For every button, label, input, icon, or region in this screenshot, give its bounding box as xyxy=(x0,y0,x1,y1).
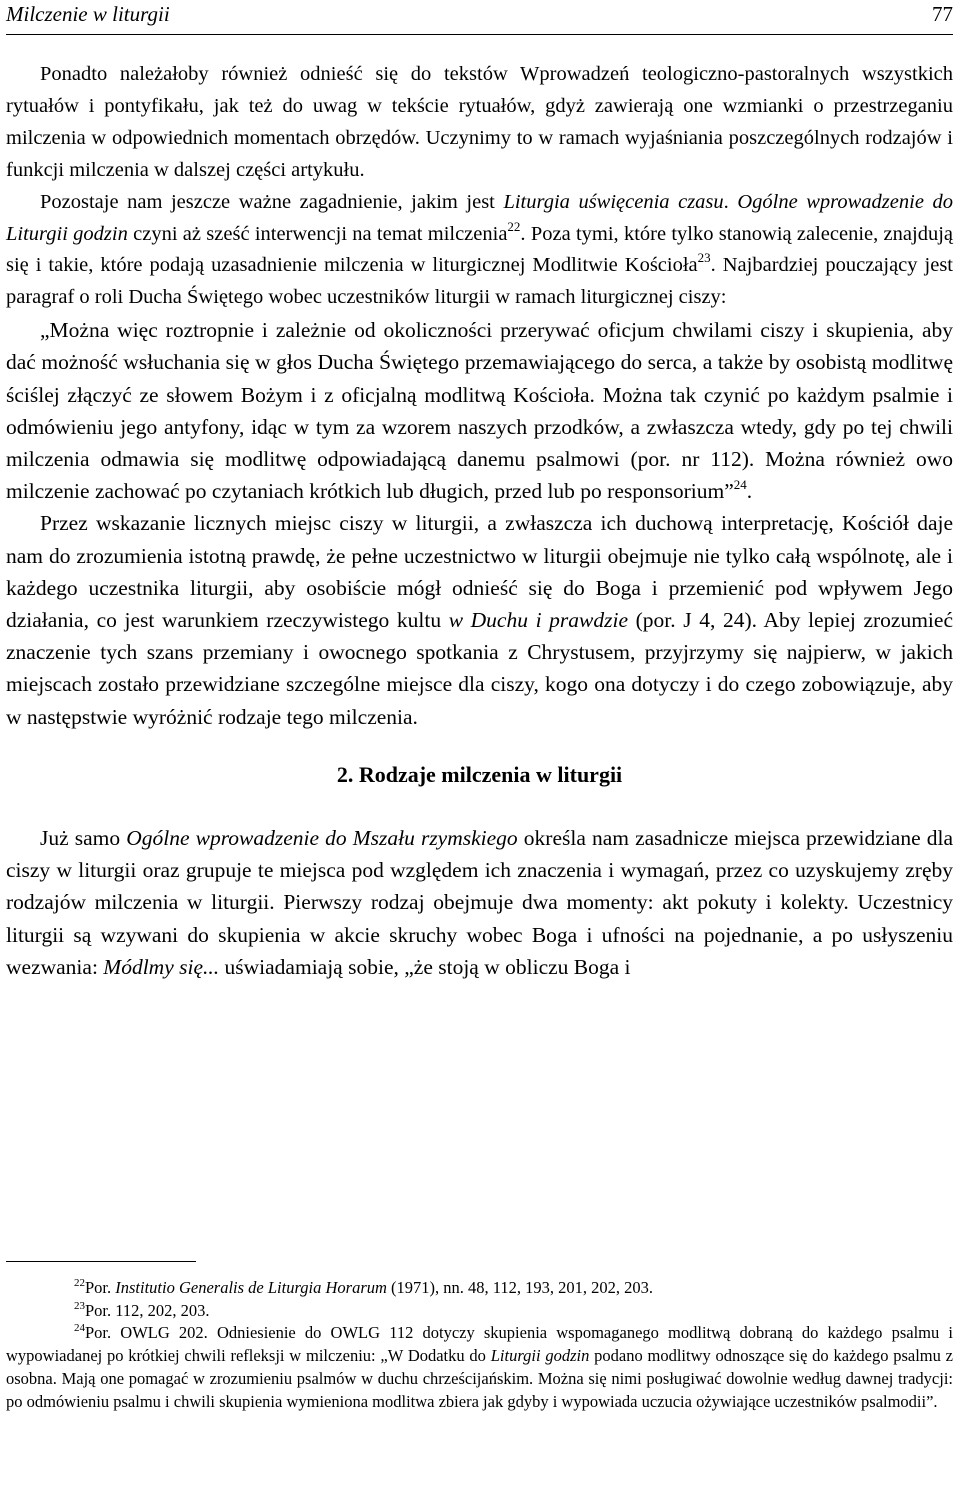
paragraph-4 xyxy=(6,507,953,732)
footnote-24-italic: Liturgii godzin xyxy=(490,1346,590,1366)
paragraph-4-italic-1: w Duchu i prawdzie xyxy=(448,608,629,633)
paragraph-5-text-3: uświadamiają sobie, „że stoją w obliczu Boga i xyxy=(219,954,631,979)
running-title: Milczenie w liturgii xyxy=(6,2,170,26)
quotation-end: . xyxy=(746,479,753,504)
footnote-24-text-1: Por. OWLG 202. Odniesienie do OWLG 112 dotyczy skupienia wspomaganego modlitwą dobraną do każdego psalmu i wypowiadanej po krótkiej chwili refleksji w milczeniu: „W Dodatku do xyxy=(6,1323,953,1366)
paragraph-2-text-4: . Poza tymi, które tylko stanowią zalecenie, znajdują się i takie, które podają uzasadnienie milczenia w liturgicznej Modlitwie Kościoła xyxy=(6,222,953,277)
paragraph-5-text-2: określa nam zasadnicze miejsca przewidziane dla ciszy w liturgii oraz grupuje te miejsca pod względem ich znaczenia i wymagań, przez co uzyskujemy zręby rodzajów milczenia w liturgii. Pierwszy rodzaj obejmuje dwa momenty: akt pokuty i kolekty. Uczestnicy liturgii są wzywani do skupienia w akcie skruchy wobec Boga i ufności na pojednanie, a po usłyszeniu wezwania: xyxy=(6,825,953,979)
paragraph-4-text-2: (por. J 4, 24). Aby lepiej zrozumieć znaczenie tych szans przemiany i owocnego spotkania z Chrystusem, przyjrzymy się najpierw, w jakich miejscach zostało przewidziane szczególne miejsce dla ciszy, kogo ona dotyczy i do czego zobowiązuje, aby w następstwie wyróżnić rodzaje tego milczenia. xyxy=(6,608,953,729)
paragraph-4-text-1: Przez wskazanie licznych miejsc ciszy w liturgii, a zwłaszcza ich duchową interpretację, Kościół daje nam do zrozumienia istotną prawdę, że pełne uczestnictwo w liturgii obejmuje nie tylko całą wspólnotę, ale i każdego uczestnika liturgii, aby osobiście mógł odnieść się do Boga i przemienić pod wpływem Jego działania, co jest warunkiem rzeczywistego kultu xyxy=(6,511,953,633)
main-text xyxy=(6,59,953,983)
footnote-22-italic: Institutio Generalis de Liturgia Horarum xyxy=(115,1278,387,1297)
paragraph-2-text-1: Pozostaje nam jeszcze ważne zagadnienie, jakim jest xyxy=(40,190,504,213)
page-number: 77 xyxy=(932,2,953,26)
footnote-ref-24: 24 xyxy=(733,477,747,493)
quotation-text: „Można więc roztropnie i zależnie od okoliczności przerywać oficjum chwilami ciszy i skupienia, aby dać możność wsłuchania się w głos Ducha Świętego przemawiającego do serca, a także by osobistą modlitwę ściślej złączyć ze słowem Bożym i z oficjalną modlitwą Kościoła. Można tak czynić po każdym psalmie i odmówieniu jego antyfony, idąc w tym za wzorem naszych przodków, a zwłaszcza wtedy, gdy po tej chwili milczenia odmawia się modlitwę odpowiadającą danemu psalmowi (por. nr 112). Można również owo milczenie zachować po czytaniach krótkich lub długich, przed lub po responsorium” xyxy=(6,318,953,504)
section-heading: 2. Rodzaje milczenia w liturgii xyxy=(336,761,623,787)
footnote-22: $^{22}$Por. Institutio Generalis de Liturgia Horarum (1971), nn. 48, 112, 193, 201, 202, 203. xyxy=(74,1277,654,1297)
footnotes xyxy=(6,1277,953,1413)
footnote-ref-22: 22 xyxy=(507,218,521,234)
footnote-23: $^{23}$Por. 112, 202, 203. xyxy=(74,1299,210,1320)
paragraph-2-text-3: czyni aż sześć interwencji na temat milczenia xyxy=(127,222,508,245)
footnote-23-text: Por. 112, 202, 203. xyxy=(85,1300,210,1320)
footnote-24: $^{24}$Por. OWLG 202. Odniesienie do OWLG 112 dotyczy skupienia wspomaganego modlitwą dobraną do każdego psalmu i wypowiadanej po krótkiej chwili refleksji w milczeniu: „W Dodatku do Liturgii godzin podano modlitwy odnoszące się do każdego psalmu z osobna. Mają one pomagać w zrozumieniu psalmów w duchu chrześcijańskim. Można się nimi posługiwać dowolnie według dawnej tradycji: po odmówieniu psalmu i chwili skupienia wymieniona modlitwa zbiera jak gdyby i wypowiada uczucia ożywiające uczestników psalmodii”. xyxy=(6,1322,954,1411)
paragraph-5-italic-2: Módlmy się... xyxy=(103,954,220,979)
paragraph-1 xyxy=(6,59,953,187)
paragraph-5-italic-1: Ogólne wprowadzenie do Mszału rzymskiego xyxy=(126,825,518,850)
paragraph-1-text: Ponadto należałoby również odnieść się do tekstów Wprowadzeń teologiczno-pastoralnych wszystkich rytuałów i pontyfikału, jak też do uwag w tekście rytuałów, gdyż zawierają one wzmianki o przestrzeganiu milczenia w odpowiednich momentach obrzędów. Uczynimy to w ramach wyjaśniania poszczególnych rodzajów i funkcji milczenia w dalszej części artykułu. xyxy=(6,63,953,181)
paragraph-5-text-1: Już samo xyxy=(40,825,127,850)
quotation-paragraph xyxy=(6,314,953,507)
footnote-24-text-2: podano modlitwy odnoszące się do każdego psalmu z osobna. Mają one pomagać w zrozumieniu psalmów w duchu chrześcijańskim. Można się nimi posługiwać dowolnie według dawnej tradycji: po odmówieniu psalmu i chwili skupienia wymieniona modlitwa zbiera jak gdyby i wypowiada uczucia ożywiające uczestników psalmodii”. xyxy=(6,1346,954,1411)
footnote-separator xyxy=(6,1261,196,1262)
paragraph-2-text-2: . xyxy=(723,190,738,213)
page-header xyxy=(6,0,953,35)
paragraph-2-italic-1: Liturgia uświęcenia czasu xyxy=(503,190,724,213)
footnote-22-text-1: Por. xyxy=(85,1278,116,1297)
paragraph-2-text-5: . Najbardziej pouczający jest paragraf o roli Ducha Świętego wobec uczestników liturgii w ramach liturgicznej ciszy: xyxy=(6,254,953,309)
paragraph-2 xyxy=(6,187,953,315)
paragraph-5 xyxy=(6,822,953,983)
paragraph-2-italic-2: Ogólne wprowadzenie do Liturgii godzin xyxy=(6,190,953,245)
footnote-ref-23: 23 xyxy=(697,250,711,266)
footnote-22-text-2: (1971), nn. 48, 112, 193, 201, 202, 203. xyxy=(386,1278,654,1297)
